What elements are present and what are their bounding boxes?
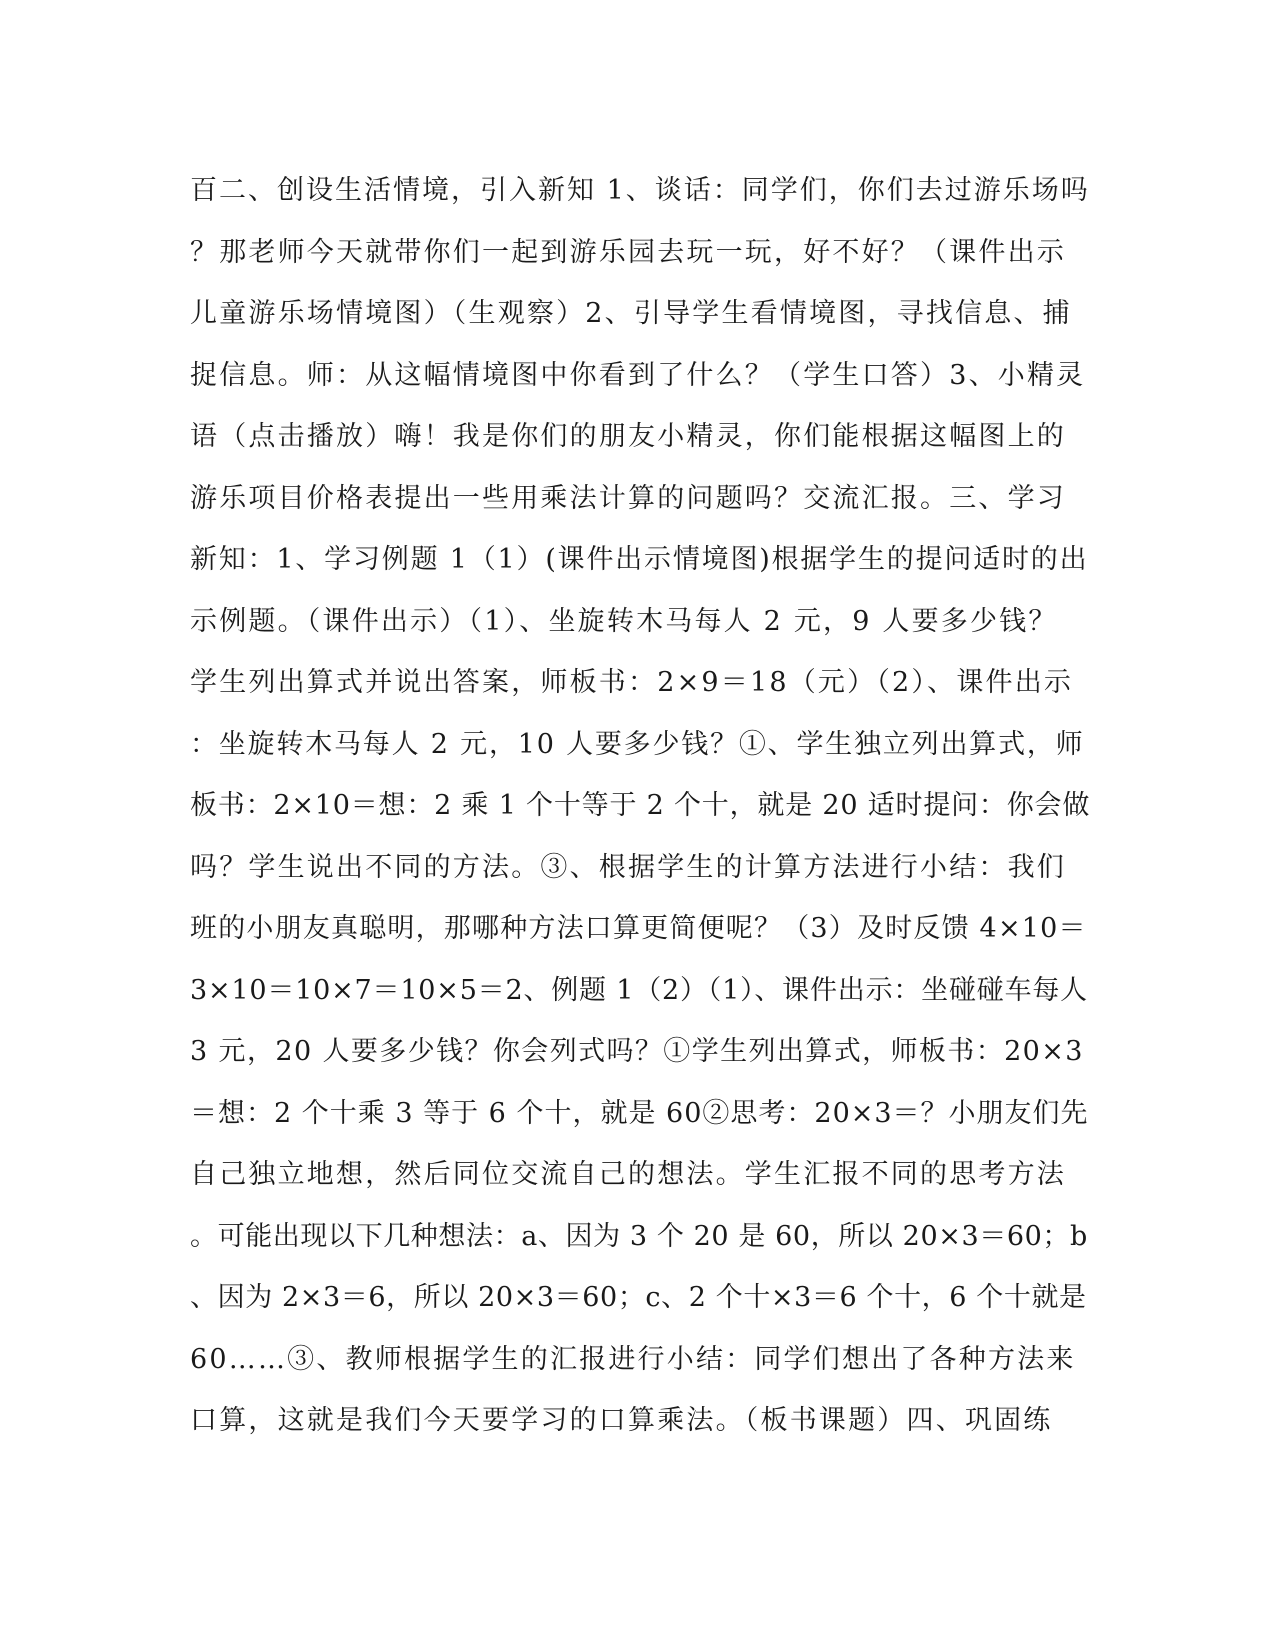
text-line: 游乐项目价格表提出一些用乘法计算的问题吗？交流汇报。三、学习 — [190, 482, 1066, 514]
text-line: 60……③、教师根据学生的汇报进行小结：同学们想出了各种方法来 — [190, 1343, 1076, 1375]
text-line: 口算，这就是我们今天要学习的口算乘法。（板书课题）四、巩固练 — [190, 1405, 1053, 1436]
text-line: 新知：1、学习例题 1（1）(课件出示情境图)根据学生的提问适时的出 — [190, 544, 1089, 575]
text-line: 学生列出算式并说出答案，师板书：2×9＝18（元）（2）、课件出示 — [190, 667, 1074, 698]
text-line: 捉信息。师：从这幅情境图中你看到了什么？（学生口答）3、小精灵 — [190, 359, 1086, 391]
text-line: 示例题。（课件出示）（1）、坐旋转木马每人 2 元，9 人要多少钱？ — [190, 605, 1058, 637]
text-line: 。可能出现以下几种想法：a、因为 3 个 20 是 60，所以 20×3＝60；b — [190, 1220, 1088, 1252]
text-line: 语（点击播放）嗨！我是你们的朋友小精灵，你们能根据这幅图上的 — [190, 421, 1066, 452]
body-text — [190, 160, 1090, 1452]
text-line: ？那老师今天就带你们一起到游乐园去玩一玩，好不好？（课件出示 — [190, 236, 1066, 268]
text-line: 自己独立地想，然后同位交流自己的想法。学生汇报不同的思考方法 — [190, 1159, 1066, 1190]
text-line: 、因为 2×3＝6，所以 20×3＝60；c、2 个十×3＝6 个十，6 个十就是 — [190, 1282, 1087, 1313]
text-line: 3×10＝10×7＝10×5＝2、例题 1（2）（1）、课件出示：坐碰碰车每人 — [190, 974, 1088, 1006]
text-line: 儿童游乐场情境图）（生观察）2、引导学生看情境图，寻找信息、捕 — [190, 298, 1072, 329]
text-line: 板书：2×10＝想：2 乘 1 个十等于 2 个十，就是 20 适时提问：你会做 — [190, 790, 1091, 821]
text-line: ＝想：2 个十乘 3 等于 6 个十，就是 60②思考：20×3＝？小朋友们先 — [190, 1097, 1089, 1129]
text-line: 吗？学生说出不同的方法。③、根据学生的计算方法进行小结：我们 — [190, 851, 1066, 883]
text-line: 班的小朋友真聪明，那哪种方法口算更简便呢？（3）及时反馈 4×10＝ — [190, 913, 1087, 944]
text-line: 3 元，20 人要多少钱？你会列式吗？①学生列出算式，师板书：20×3 — [190, 1036, 1084, 1067]
text-line: ：坐旋转木马每人 2 元，10 人要多少钱？①、学生独立列出算式，师 — [190, 728, 1085, 760]
text-line: 百二、创设生活情境，引入新知 1、谈话：同学们，你们去过游乐场吗 — [190, 175, 1090, 206]
